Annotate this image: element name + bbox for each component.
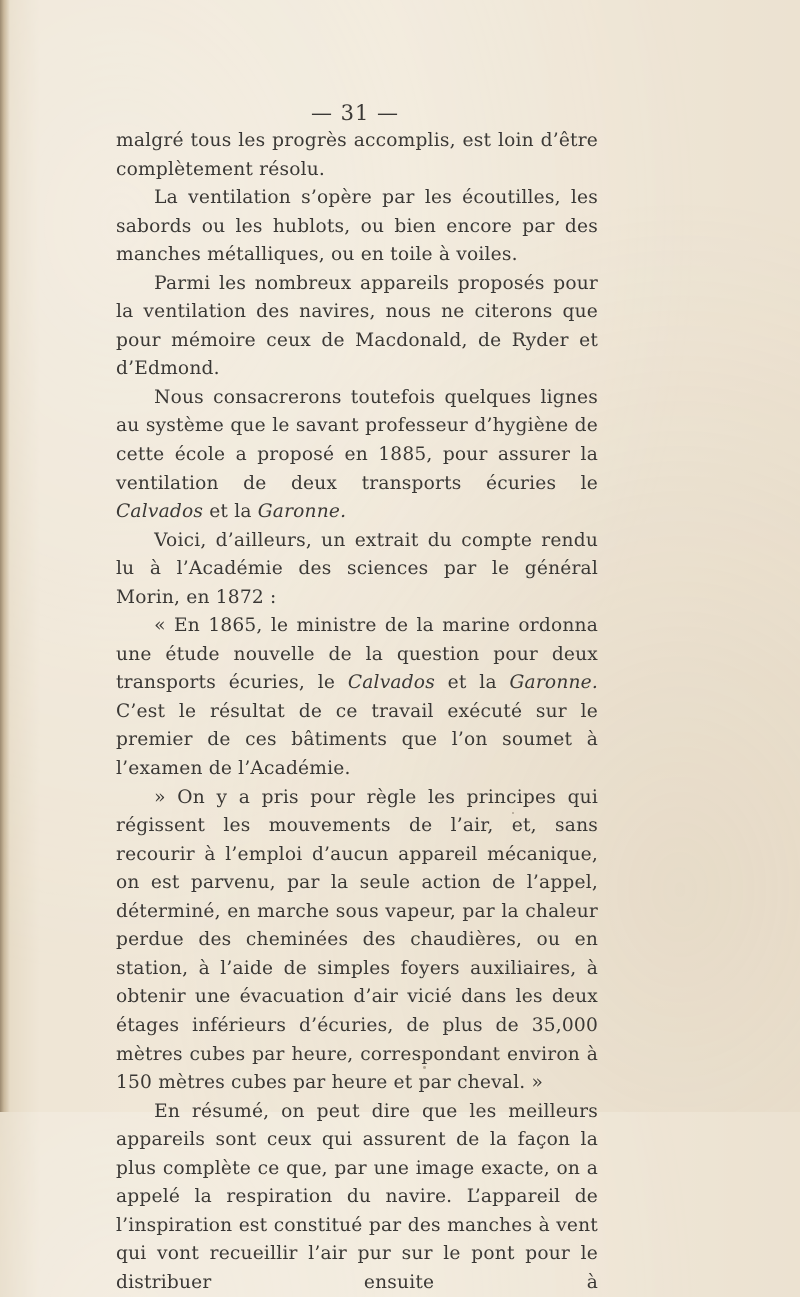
text-run: Voici, d’ailleurs, un extrait du compte rendu lu à l’Académie des sciences par le général Morin, en 1872 : [116, 529, 598, 608]
paragraph [116, 1098, 598, 1297]
paragraph [116, 612, 598, 783]
text-run: et la [434, 672, 510, 694]
paper-speck [512, 812, 514, 814]
italic-text: Garonne. [509, 672, 598, 694]
paragraph [116, 384, 598, 527]
page-binding-edge [0, 0, 10, 1112]
text-run: malgré tous les progrès accomplis, est loin d’être complètement résolu. [116, 130, 598, 180]
body-text [116, 127, 598, 1297]
paragraph [116, 270, 598, 384]
text-run: Parmi les nombreux appareils proposés pour la ventilation des navires, nous ne citerons que pour mémoire ceux de Macdonald, de Ryder et d’Edmond. [116, 272, 598, 380]
text-run: La ventilation s’opère par les écoutilles, les sabords ou les hublots, ou bien encore par des manches métalliques, ou en toile à voiles. [116, 187, 598, 266]
text-run: En résumé, on peut dire que les meilleurs appareils sont ceux qui assurent de la façon la plus complète ce que, par une image exacte, on a appelé la respiration du navire. L’appareil de l’inspiration est constitué par des manches à vent qui vont recueillir l’air pur sur le pont pour le distribuer ensuite à [116, 1100, 598, 1293]
paragraph [116, 184, 598, 270]
text-run: » On y a pris pour règle les principes qui régissent les mouvements de l’air, et, sans recourir à l’emploi d’aucun appareil mécanique, on est parvenu, par la seule action de l’appel, déterminé, en marche sous vapeur, par la chaleur perdue des cheminées des chaudières, ou en station, à l’aide de simples foyers auxiliaires, à obtenir une évacuation d’air vicié dans les deux étages inférieurs d’écuries, de plus de 35,000 mètres cubes par heure, correspondant environ à 150 mètres cubes par heure et par cheval. » [116, 786, 598, 1094]
italic-text: Garonne. [257, 501, 347, 523]
text-run: « En 1865, le ministre de la marine ordonna une étude nouvelle de la question pour deux transports écuries, le [116, 615, 598, 694]
page-number: — 31 — [310, 101, 400, 125]
italic-text: Calvados [347, 672, 435, 694]
paragraph [116, 784, 598, 1098]
paragraph [116, 527, 598, 613]
paper-speck [423, 1066, 426, 1069]
paragraph [116, 127, 598, 184]
text-run: Nous consacrerons toutefois quelques lignes au système que le savant professeur d’hygiène de cette école a proposé en 1885, pour assurer la ventilation de deux transports écuries le [116, 386, 598, 494]
italic-text: Calvados [116, 501, 204, 523]
text-run: et la [203, 501, 258, 523]
text-run: C’est le résultat de ce travail exécuté sur le premier de ces bâtiments que l’on soumet à l’examen de l’Académie. [116, 700, 598, 780]
